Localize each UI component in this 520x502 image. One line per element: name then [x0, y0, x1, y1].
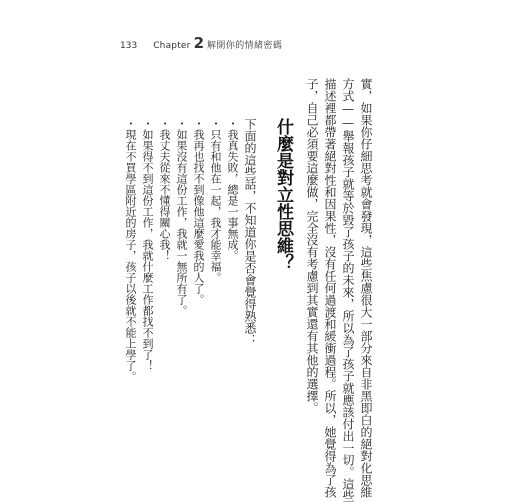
list-item: ・只有和他在一起，我才能幸福。 [209, 118, 222, 283]
paragraph-column-2: 方式——舉報孩子就等於毀了孩子的未來，所以為了孩子就應該付出一切。這些 [341, 78, 355, 502]
list-item: ・如果沒有這份工作，我就一無所有了。 [175, 118, 188, 316]
list-item: ・如果得不到這份工作，我就什麼工作都找不到了！ [141, 118, 154, 371]
chapter-label: Chapter [153, 41, 191, 51]
list-item: ・我真失敗，總是一事無成。 [226, 118, 239, 261]
list-item: ・現在不買學區附近的房子，孩子以後就不能上學了。 [124, 118, 137, 382]
running-header [120, 36, 282, 51]
paragraph-column-4: 子，自己必須要這麼做，完全沒有考慮到其實還有其他的選擇。 [305, 78, 319, 414]
intro-sentence: 下面的這些話，不知道你是否會覺得熟悉： [243, 118, 257, 346]
chapter-number: 2 [193, 34, 205, 52]
chapter-title: 解開你的情緒密碼 [207, 41, 283, 51]
section-heading: 什麼是對立性思維？ [273, 118, 293, 271]
list-item: ・我再也找不到像他這麼愛我的人了。 [192, 118, 205, 305]
page-number: 133 [120, 41, 138, 51]
paragraph-column-1: 實，如果你仔細思考就會發現，這些焦慮很大一部分來自非黑即白的絕對化思維 [359, 78, 373, 498]
paragraph-column-3: 描述裡都帶著絕對性和因果性，沒有任何過渡和緩衝過程。所以，她覺得為了孩 [323, 78, 337, 498]
list-item: ・我丈夫從來不懂得關心我！ [158, 118, 171, 261]
